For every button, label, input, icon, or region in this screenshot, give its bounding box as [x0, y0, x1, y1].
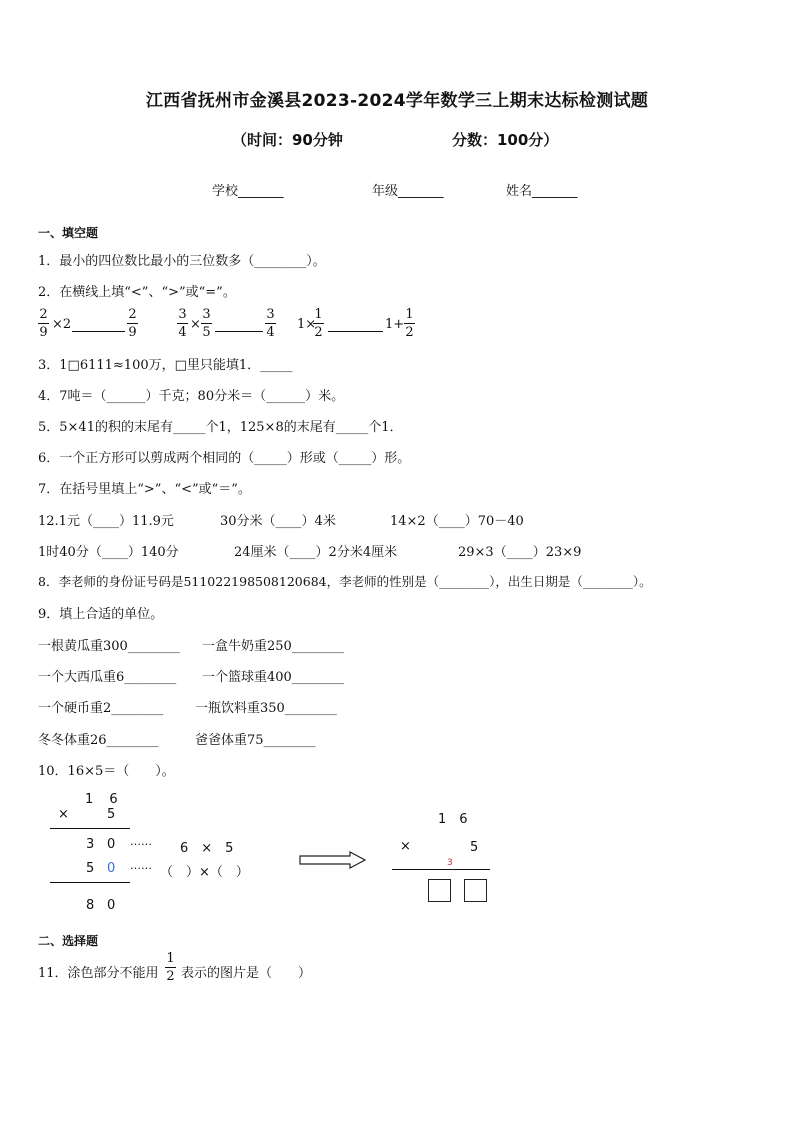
digit: 0	[107, 837, 116, 852]
rule-line	[392, 869, 490, 870]
grade-field: 年级_______	[372, 184, 444, 199]
denominator: 4	[266, 325, 275, 340]
fraction	[201, 307, 212, 340]
operator: ×	[190, 317, 201, 332]
question-6: 6．一个正方形可以剪成两个相同的（_____）形或（_____）形。	[38, 451, 411, 466]
numerator: 3	[202, 307, 211, 322]
denominator: 2	[405, 325, 414, 340]
answer-blank[interactable]	[72, 331, 125, 332]
times-sign: ×	[58, 807, 69, 822]
section-title-fill-blank: 一、填空题	[38, 226, 99, 240]
question-2: 2．在横线上填“<”、“>”或“=”。	[38, 285, 236, 300]
question-10: 10．16×5＝（ ）。	[38, 764, 175, 779]
q9-item: 一个篮球重400________	[202, 670, 344, 685]
q7-item: 30分米（____）4米	[220, 514, 336, 529]
question-5: 5．5×41的积的末尾有_____个1，125×8的末尾有_____个1．	[38, 420, 403, 435]
q9-item: 一盒牛奶重250________	[202, 639, 344, 654]
numerator: 2	[128, 307, 137, 322]
fraction	[265, 307, 276, 340]
answer-blank[interactable]	[215, 331, 263, 332]
numerator: 1	[314, 307, 323, 322]
digits-top: 1 6	[438, 812, 468, 827]
denominator: 2	[314, 325, 323, 340]
q9-item: 一个大西瓜重6________	[38, 670, 177, 685]
rule-line	[50, 882, 130, 883]
school-field: 学校_______	[212, 184, 284, 199]
numerator: 3	[178, 307, 187, 322]
answer-blank[interactable]	[328, 331, 383, 332]
q9-item: 冬冬体重26________	[38, 733, 159, 748]
numerator: 2	[39, 307, 48, 322]
question-4: 4．7吨＝（______）千克；80分米＝（______）米。	[38, 389, 345, 404]
operator: ×2	[52, 317, 72, 332]
fraction	[165, 951, 176, 984]
question-7: 7．在括号里填上“>”、“<”或“＝”。	[38, 482, 251, 497]
fraction	[177, 307, 188, 340]
numerator: 1	[166, 951, 175, 966]
q7-item: 12.1元（____）11.9元	[38, 514, 174, 529]
fraction	[404, 307, 415, 340]
rule-line	[50, 828, 130, 829]
operator: 1+	[385, 317, 405, 332]
digit: 5	[470, 840, 479, 855]
q9-item: 一瓶饮料重350________	[195, 701, 337, 716]
name-field: 姓名_______	[506, 184, 578, 199]
fraction	[313, 307, 324, 340]
digit: 3	[86, 837, 95, 852]
denominator: 9	[39, 325, 48, 340]
digit: 8	[86, 898, 95, 913]
q7-item: 1时40分（____）140分	[38, 545, 179, 560]
question-11-tail: 表示的图片是（ ）	[181, 966, 312, 981]
arrow-right-icon	[298, 851, 368, 869]
exam-score: 分数：100分）	[452, 131, 559, 149]
question-1: 1．最小的四位数比最小的三位数多（________）。	[38, 254, 326, 269]
dots: ……	[130, 859, 152, 872]
denominator: 9	[128, 325, 137, 340]
dots: ……	[130, 835, 152, 848]
question-9: 9．填上合适的单位。	[38, 607, 164, 622]
denominator: 4	[178, 325, 187, 340]
numerator: 1	[405, 307, 414, 322]
section-title-choice: 二、选择题	[38, 934, 99, 948]
question-3: 3．1□6111≈100万，□里只能填1．_____	[38, 358, 293, 373]
digit-highlight: 0	[107, 861, 116, 876]
q7-item: 24厘米（____）2分米4厘米	[234, 545, 398, 560]
answer-box[interactable]	[428, 879, 451, 902]
numerator: 3	[266, 307, 275, 322]
fraction	[127, 307, 138, 340]
question-8: 8．李老师的身份证号码是511022198508120684，李老师的性别是（________），出生日期是（________）。	[38, 574, 652, 589]
expression: 6 × 5	[180, 841, 234, 856]
q9-item: 爸爸体重75________	[195, 733, 316, 748]
carry-digit: 3	[447, 858, 453, 868]
expression: （ ）×（ ）	[160, 865, 249, 880]
digit: 5	[86, 861, 95, 876]
denominator: 2	[166, 969, 175, 984]
q9-item: 一根黄瓜重300________	[38, 639, 180, 654]
q7-item: 14×2（____）70－40	[390, 514, 524, 529]
digit: 0	[107, 898, 116, 913]
question-11: 11．涂色部分不能用	[38, 966, 159, 981]
answer-box[interactable]	[464, 879, 487, 902]
q9-item: 一个硬币重2________	[38, 701, 164, 716]
times-sign: ×	[400, 839, 411, 854]
exam-time: （时间：90分钟	[232, 131, 343, 149]
operator: 1×	[297, 317, 317, 332]
denominator: 5	[202, 325, 211, 340]
page-title: 江西省抚州市金溪县2023-2024学年数学三上期末达标检测试题	[145, 91, 649, 111]
fraction	[38, 307, 49, 340]
digits-top: 1 6	[85, 792, 124, 807]
q7-item: 29×3（____）23×9	[458, 545, 582, 560]
digit: 5	[107, 807, 116, 822]
